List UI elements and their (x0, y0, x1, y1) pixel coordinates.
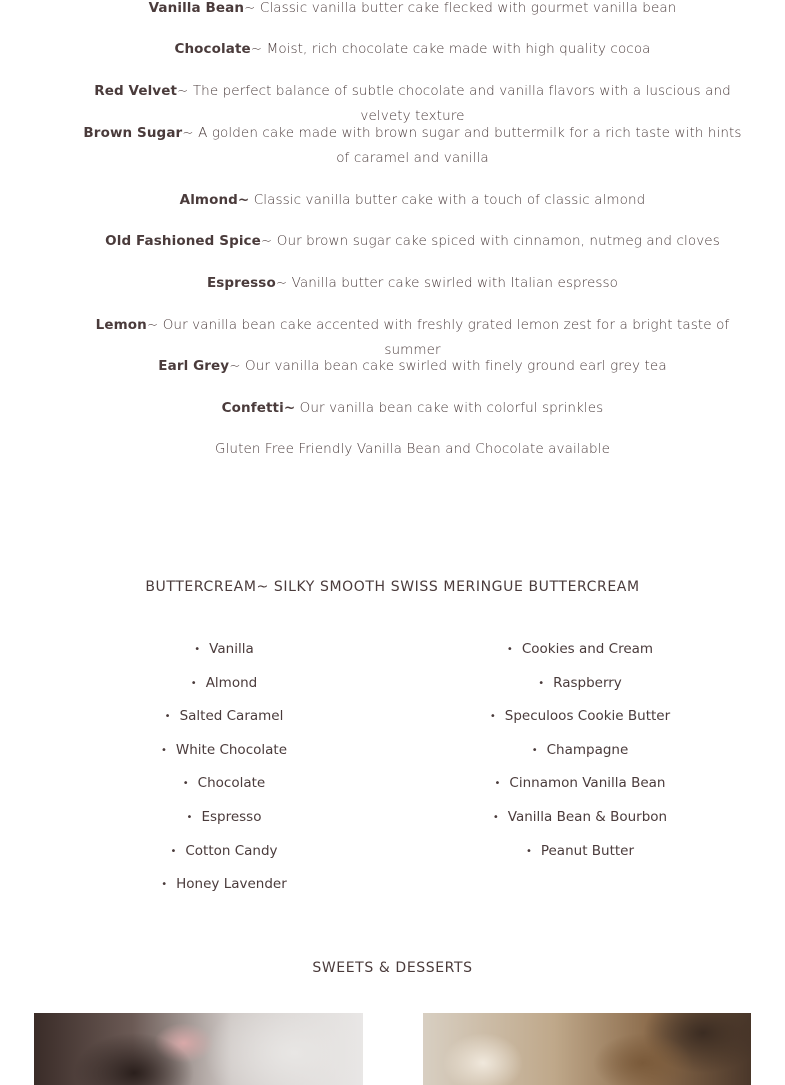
list-item-label: White Chocolate (175, 741, 287, 758)
list-item (28, 801, 420, 835)
flavor-desc: ~ Classic vanilla butter cake flecked with gourmet vanilla bean (244, 0, 677, 16)
flavor-name: Espresso (206, 275, 276, 291)
bullet-icon: • (182, 778, 189, 790)
bullet-icon: • (161, 744, 167, 756)
bullet-icon: • (506, 644, 513, 655)
buttercream-list-right (384, 633, 776, 868)
bullet-icon: • (190, 677, 197, 689)
bullet-icon: • (525, 845, 532, 857)
flavor-desc: ~ Vanilla butter cake swirled with Italian espresso (275, 275, 619, 291)
sweets-section-title: SWEETS & DESSERTS (312, 960, 473, 976)
flavor-desc: ~ A golden cake made with brown sugar and buttermilk for a rich taste with hints of caramel and vanilla (182, 125, 742, 166)
flavor-brown-sugar (80, 121, 745, 171)
bullet-icon: • (492, 811, 499, 823)
list-item-label: Almond (205, 674, 258, 691)
list-item (28, 868, 420, 902)
list-item (384, 667, 776, 701)
flavor-desc: Our vanilla bean cake with colorful sprinkles (295, 400, 604, 416)
list-item (384, 835, 776, 869)
flavor-name: Almond~ (179, 192, 250, 208)
list-item-label: Cinnamon Vanilla Bean (509, 775, 666, 792)
buttercream-section-title: BUTTERCREAM~ SILKY SMOOTH SWISS MERINGUE BUTTERCREAM (145, 579, 640, 595)
list-item (28, 700, 420, 734)
flavor-desc: ~ Our vanilla bean cake accented with freshly grated lemon zest for a bright taste of summer (146, 317, 730, 358)
bullet-icon: • (494, 778, 501, 790)
bullet-icon: • (161, 879, 168, 891)
list-item-label: Vanilla Bean & Bourbon (507, 808, 668, 825)
list-item-label: Peanut Butter (540, 842, 635, 859)
flavor-name: Chocolate (174, 41, 251, 57)
sweets-photo-left[interactable] (34, 1013, 363, 1085)
flavor-name: Earl Grey (158, 358, 230, 374)
flavor-desc: ~ Our brown sugar cake spiced with cinnamon, nutmeg and cloves (260, 233, 720, 249)
flavor-desc: ~ The perfect balance of subtle chocolate and vanilla flavors with a luscious and velvety texture (177, 83, 731, 124)
flavor-name: Red Velvet (94, 83, 178, 99)
flavor-earl-grey (80, 354, 745, 379)
flavor-desc: ~ Our vanilla bean cake swirled with finely ground earl grey tea (229, 358, 667, 374)
bullet-icon: • (164, 711, 171, 723)
bullet-icon: • (194, 644, 201, 655)
list-item-label: Cookies and Cream (521, 641, 654, 657)
flavor-name: Lemon (95, 317, 147, 333)
bullet-icon: • (531, 744, 538, 756)
sweets-photo-right[interactable] (423, 1013, 751, 1085)
flavor-name: Confetti~ (221, 400, 296, 416)
list-item (384, 801, 776, 835)
list-item-label: Vanilla (209, 641, 254, 657)
flavor-desc: ~ Moist, rich chocolate cake made with high quality cocoa (250, 41, 651, 57)
gluten-free-note: Gluten Free Friendly Vanilla Bean and Chocolate available (215, 441, 610, 457)
bullet-icon: • (170, 845, 177, 857)
list-item (28, 667, 420, 701)
list-item-label: Cotton Candy (185, 842, 278, 859)
list-item-label: Champagne (546, 741, 629, 758)
bullet-icon: • (538, 677, 545, 689)
list-item (384, 633, 776, 667)
flavor-vanilla-bean (80, 0, 745, 21)
list-item-label: Speculoos Cookie Butter (504, 708, 671, 725)
buttercream-list-left (28, 633, 420, 902)
list-item (384, 734, 776, 768)
flavor-desc: Classic vanilla butter cake with a touch of classic almond (249, 192, 646, 208)
list-item-label: Chocolate (197, 775, 266, 792)
list-item-label: Honey Lavender (176, 876, 287, 893)
flavor-name: Vanilla Bean (148, 0, 245, 16)
flavor-name: Old Fashioned Spice (105, 233, 261, 249)
list-item (384, 700, 776, 734)
flavor-confetti (80, 396, 745, 421)
list-item (28, 734, 420, 768)
list-item-label: Raspberry (553, 674, 622, 691)
list-item-label: Espresso (201, 808, 262, 825)
flavor-old-fashioned-spice (80, 229, 745, 254)
flavor-almond (80, 188, 745, 213)
bullet-icon: • (186, 811, 193, 823)
flavor-chocolate (80, 37, 745, 62)
list-item (384, 767, 776, 801)
list-item (28, 633, 420, 667)
list-item-label: Salted Caramel (179, 708, 284, 725)
list-item (28, 767, 420, 801)
list-item (28, 835, 420, 869)
bullet-icon: • (489, 711, 496, 723)
flavor-espresso (80, 271, 745, 296)
flavor-name: Brown Sugar (83, 125, 183, 141)
